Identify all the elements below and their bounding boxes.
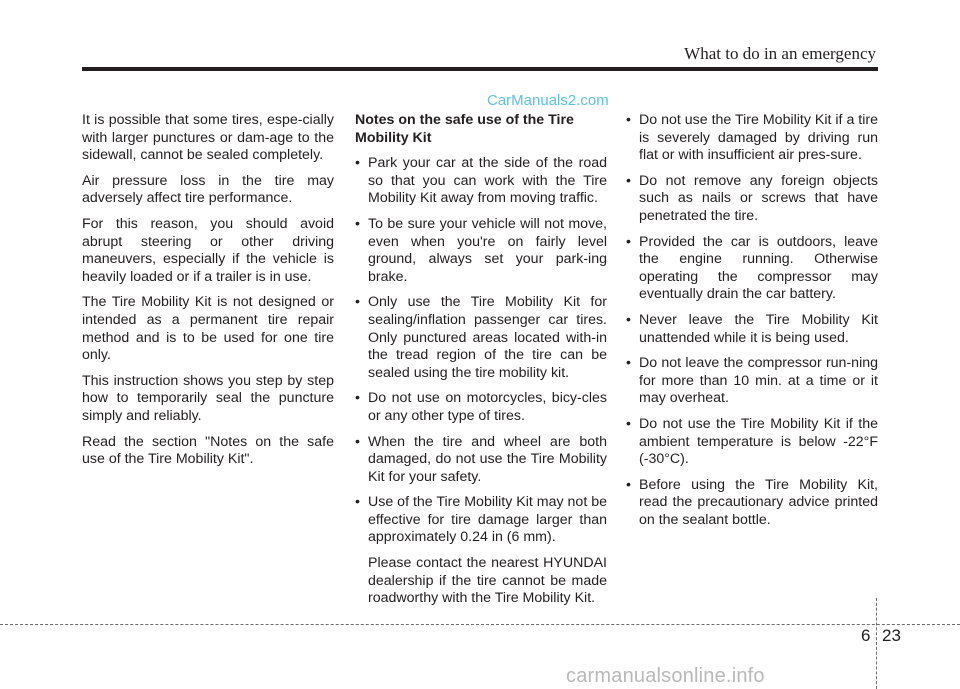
paragraph: Read the section "Notes on the safe use of the Tire Mobility Kit". [82,433,334,468]
section-number: 6 [861,626,871,645]
list-item-text: Before using the Tire Mobility Kit, read the precautionary advice printed on the sealant bottle. [639,476,878,528]
list-item-text: Do not use the Tire Mobility Kit if a tire is severely damaged by driving run flat or with insufficient air pres-sure. [639,112,878,164]
section-heading: Notes on the safe use of the Tire Mobility Kit [355,112,574,146]
list-item-text: Never leave the Tire Mobility Kit unattended while it is being used. [639,311,878,346]
list-item-text: When the tire and wheel are both damaged, do not use the Tire Mobility Kit for your safety. [368,433,607,485]
bullet-icon: • [355,433,360,450]
bullet-icon: • [355,155,360,172]
list-item [626,112,878,165]
list-item [355,434,607,487]
header-rule [82,67,878,71]
bullet-list [626,112,878,529]
paragraph: The Tire Mobility Kit is not designed or intended as a permanent tire repair method and is to be used for one tire only. [82,294,334,364]
bullet-icon: • [355,494,360,511]
list-item [626,173,878,226]
bullet-icon: • [355,215,360,232]
list-item-text: To be sure your vehicle will not move, even when you're on fairly level ground, always set your park-ing brake. [368,215,607,285]
footer-rule [0,624,960,625]
page-number-divider [876,598,877,689]
list-item-text: Only use the Tire Mobility Kit for sealing/inflation passenger car tires. Only punctured areas located with-in the tread region of the tire can be sealed using the tire mobility kit. [368,294,607,381]
list-item [626,355,878,408]
list-item-text: Do not use on motorcycles, bicy-cles or any other type of tires. [368,390,607,424]
watermark-top: CarManuals2.com [487,92,609,109]
list-item [355,494,607,547]
paragraph: For this reason, you should avoid abrupt steering or other driving maneuvers, especially if the vehicle is heavily loaded or if a trailer is in use. [82,215,334,285]
bullet-list [355,155,607,547]
bullet-icon: • [626,311,631,328]
chapter-title: What to do in an emergency [684,44,876,63]
list-item-text: Provided the car is outdoors, leave the engine running. Otherwise operating the compressor may eventually drain the car battery. [639,233,878,303]
list-item [626,477,878,530]
bullet-icon: • [626,415,631,432]
list-item-text: Do not use the Tire Mobility Kit if the ambient temperature is below -22°F (-30°C). [639,415,878,468]
list-item [626,234,878,304]
bullet-icon: • [626,112,631,128]
bullet-icon: • [626,172,631,189]
bullet-icon: • [626,355,631,372]
list-item [355,155,607,208]
sub-paragraph: Please contact the nearest HYUNDAI dealership if the tire cannot be made roadworthy with the Tire Mobility Kit. [368,555,607,607]
paragraph: It is possible that some tires, espe-cially with larger punctures or dam-age to the sidewall, cannot be sealed completely. [82,112,334,164]
bullet-icon: • [355,294,360,311]
watermark-bottom: carmanualsonline.info [566,665,765,687]
list-item-text: Park your car at the side of the road so that you can work with the Tire Mobility Kit away from moving traffic. [368,155,607,207]
page-number: 23 [882,626,901,645]
list-item-text: Use of the Tire Mobility Kit may not be effective for tire damage larger than approximately 0.24 in (6 mm). [368,494,607,546]
paragraph: This instruction shows you step by step how to temporarily seal the puncture simply and reliably. [82,372,334,424]
bullet-icon: • [355,390,360,407]
list-item [626,416,878,469]
list-item [355,390,607,425]
list-item [626,312,878,347]
column-1 [82,112,334,477]
column-3 [626,112,878,537]
list-item-text: Do not leave the compressor run-ning for more than 10 min. at a time or it may overheat. [639,355,878,407]
paragraph: Air pressure loss in the tire may adversely affect tire performance. [82,172,334,207]
column-2 [355,112,607,616]
bullet-icon: • [626,233,631,250]
list-item [355,294,607,382]
list-item-text: Do not remove any foreign objects such as nails or screws that have penetrated the tire. [639,172,878,224]
list-item [355,216,607,286]
bullet-icon: • [626,476,631,493]
